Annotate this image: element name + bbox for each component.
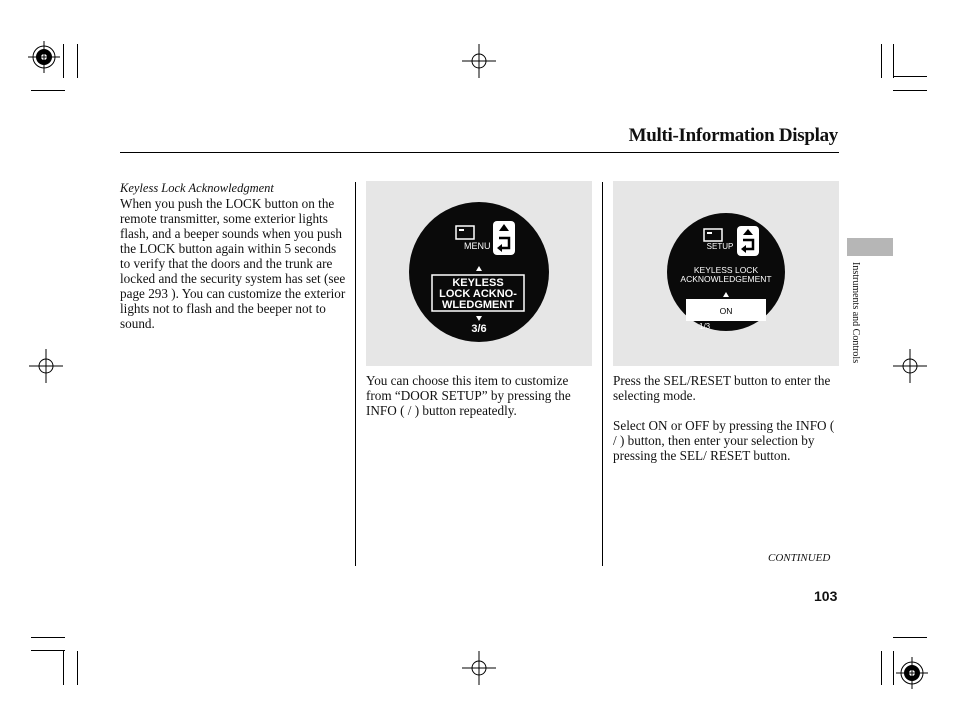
- right-column-text: [613, 373, 839, 463]
- column-divider: [602, 182, 603, 566]
- display-illustration-2: [613, 181, 839, 366]
- page-number: 103: [814, 588, 838, 604]
- crosshair-icon: [462, 651, 496, 685]
- mid-display-svg: [366, 181, 592, 366]
- section-label-text: Instruments and Controls: [850, 262, 861, 364]
- menu-label: MENU: [464, 241, 491, 251]
- registration-burst-icon: [896, 657, 928, 689]
- section-tab: [847, 238, 893, 256]
- column-divider: [355, 182, 356, 566]
- body-paragraph: Press the SEL/RESET button to enter the selecting mode.: [613, 373, 831, 403]
- middle-column-text: [366, 373, 592, 418]
- display-line: LOCK ACKNO-: [439, 288, 517, 300]
- body-paragraph: Select ON or OFF by pressing the INFO ( / ) button, then enter your selection by pressing the SEL/ RESET button.: [613, 418, 835, 463]
- display-line: KEYLESS: [452, 277, 504, 289]
- section-label: [847, 262, 865, 408]
- crosshair-icon: [29, 349, 63, 383]
- registration-burst-icon: [28, 41, 60, 73]
- display-illustration-1: [366, 181, 592, 366]
- display-counter: 3/6: [471, 323, 487, 335]
- body-paragraph: When you push the LOCK button on the remote transmitter, some exterior lights flash, and a beeper sounds when you push the LOCK button again within 5 seconds to verify that the doors and the trunk are locked and the security system has set (see page 293 ). You can customize the exterior lights not to flash and the beeper not to sound.: [120, 196, 346, 331]
- body-paragraph: You can choose this item to customize from “DOOR SETUP” by pressing the INFO ( / ) button repeatedly.: [366, 373, 571, 418]
- header-rule: [120, 152, 839, 153]
- crosshair-icon: [893, 349, 927, 383]
- crosshair-icon: [462, 44, 496, 78]
- display-counter: 1/3: [699, 322, 711, 331]
- right-display-svg: [613, 181, 839, 366]
- section-subheading: Keyless Lock Acknowledgment: [120, 181, 274, 195]
- display-line: WLEDGMENT: [441, 299, 515, 311]
- option-value: ON: [719, 306, 733, 316]
- setup-label: SETUP: [706, 242, 734, 251]
- display-line: ACKNOWLEDGEMENT: [680, 274, 772, 284]
- left-column: [120, 181, 348, 331]
- display-line: KEYLESS LOCK: [693, 265, 759, 275]
- continued-label: CONTINUED: [768, 552, 831, 564]
- page-title: Multi-Information Display: [628, 125, 838, 146]
